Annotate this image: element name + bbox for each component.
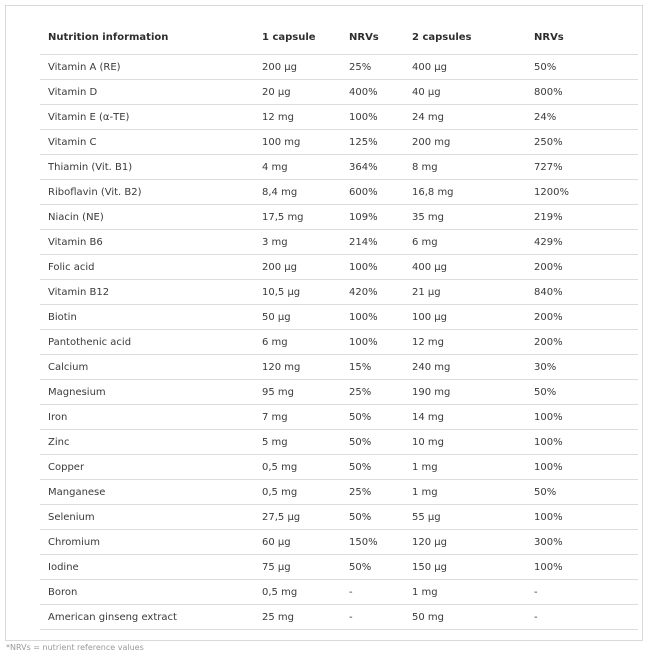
amount-1-capsule: 10,5 µg xyxy=(254,280,341,305)
amount-2-capsules: 40 µg xyxy=(404,80,526,105)
nrv-2-capsules: 24% xyxy=(526,105,638,130)
nutrient-name: Vitamin B6 xyxy=(40,230,254,255)
amount-2-capsules: 35 mg xyxy=(404,205,526,230)
table-row xyxy=(40,330,638,355)
nutrient-name: Magnesium xyxy=(40,380,254,405)
table-row xyxy=(40,180,638,205)
nrv-2-capsules: 50% xyxy=(526,55,638,80)
nrv-1-capsule: 420% xyxy=(341,280,404,305)
nrv-2-capsules: 1200% xyxy=(526,180,638,205)
amount-1-capsule: 0,5 mg xyxy=(254,580,341,605)
table-row xyxy=(40,305,638,330)
header-nrvs-1: NRVs xyxy=(341,20,404,55)
nrv-1-capsule: 125% xyxy=(341,130,404,155)
nrv-1-capsule: 214% xyxy=(341,230,404,255)
nrv-1-capsule: 100% xyxy=(341,255,404,280)
table-row xyxy=(40,505,638,530)
header-1-capsule: 1 capsule xyxy=(254,20,341,55)
table-row xyxy=(40,55,638,80)
nutrient-name: Selenium xyxy=(40,505,254,530)
nrv-1-capsule: 100% xyxy=(341,330,404,355)
amount-1-capsule: 120 mg xyxy=(254,355,341,380)
amount-2-capsules: 16,8 mg xyxy=(404,180,526,205)
header-nrvs-2: NRVs xyxy=(526,20,638,55)
table-row xyxy=(40,480,638,505)
nutrient-name: Vitamin B12 xyxy=(40,280,254,305)
table-header-row xyxy=(40,20,638,55)
table-row xyxy=(40,130,638,155)
footnote: *NRVs = nutrient reference values xyxy=(6,643,144,652)
amount-1-capsule: 100 mg xyxy=(254,130,341,155)
amount-2-capsules: 55 µg xyxy=(404,505,526,530)
amount-1-capsule: 0,5 mg xyxy=(254,455,341,480)
amount-2-capsules: 12 mg xyxy=(404,330,526,355)
amount-2-capsules: 1 mg xyxy=(404,580,526,605)
nutrient-name: Iron xyxy=(40,405,254,430)
nutrient-name: Vitamin D xyxy=(40,80,254,105)
nrv-2-capsules: 100% xyxy=(526,430,638,455)
amount-1-capsule: 20 µg xyxy=(254,80,341,105)
amount-1-capsule: 75 µg xyxy=(254,555,341,580)
amount-1-capsule: 5 mg xyxy=(254,430,341,455)
amount-1-capsule: 200 µg xyxy=(254,255,341,280)
nutrient-name: Manganese xyxy=(40,480,254,505)
amount-1-capsule: 50 µg xyxy=(254,305,341,330)
table-row xyxy=(40,280,638,305)
table-row xyxy=(40,105,638,130)
amount-2-capsules: 400 µg xyxy=(404,255,526,280)
nrv-2-capsules: 100% xyxy=(526,405,638,430)
nrv-2-capsules: 219% xyxy=(526,205,638,230)
nrv-2-capsules: 100% xyxy=(526,555,638,580)
nrv-1-capsule: 400% xyxy=(341,80,404,105)
nrv-1-capsule: 50% xyxy=(341,505,404,530)
amount-2-capsules: 120 µg xyxy=(404,530,526,555)
nrv-1-capsule: 50% xyxy=(341,430,404,455)
nrv-2-capsules: 200% xyxy=(526,330,638,355)
nutrient-name: Pantothenic acid xyxy=(40,330,254,355)
nrv-1-capsule: 25% xyxy=(341,480,404,505)
nutrient-name: Folic acid xyxy=(40,255,254,280)
nutrient-name: Riboflavin (Vit. B2) xyxy=(40,180,254,205)
amount-2-capsules: 150 µg xyxy=(404,555,526,580)
amount-2-capsules: 10 mg xyxy=(404,430,526,455)
table-row xyxy=(40,430,638,455)
amount-2-capsules: 200 mg xyxy=(404,130,526,155)
nrv-2-capsules: 50% xyxy=(526,380,638,405)
nrv-2-capsules: 250% xyxy=(526,130,638,155)
nrv-1-capsule: 50% xyxy=(341,555,404,580)
amount-2-capsules: 240 mg xyxy=(404,355,526,380)
table-row xyxy=(40,605,638,630)
amount-2-capsules: 400 µg xyxy=(404,55,526,80)
header-2-capsules: 2 capsules xyxy=(404,20,526,55)
table-row xyxy=(40,380,638,405)
nrv-2-capsules: 30% xyxy=(526,355,638,380)
amount-1-capsule: 0,5 mg xyxy=(254,480,341,505)
nutrient-name: Calcium xyxy=(40,355,254,380)
amount-2-capsules: 1 mg xyxy=(404,455,526,480)
nutrient-name: Niacin (NE) xyxy=(40,205,254,230)
amount-1-capsule: 3 mg xyxy=(254,230,341,255)
nrv-1-capsule: 100% xyxy=(341,105,404,130)
amount-1-capsule: 17,5 mg xyxy=(254,205,341,230)
nutrient-name: Vitamin C xyxy=(40,130,254,155)
nrv-1-capsule: 50% xyxy=(341,455,404,480)
amount-2-capsules: 8 mg xyxy=(404,155,526,180)
amount-1-capsule: 95 mg xyxy=(254,380,341,405)
nrv-1-capsule: 364% xyxy=(341,155,404,180)
amount-1-capsule: 25 mg xyxy=(254,605,341,630)
amount-2-capsules: 24 mg xyxy=(404,105,526,130)
amount-2-capsules: 100 µg xyxy=(404,305,526,330)
amount-1-capsule: 12 mg xyxy=(254,105,341,130)
amount-1-capsule: 8,4 mg xyxy=(254,180,341,205)
nrv-2-capsules: 100% xyxy=(526,455,638,480)
nrv-2-capsules: 200% xyxy=(526,255,638,280)
nutrition-table-panel xyxy=(5,5,643,641)
nrv-1-capsule: - xyxy=(341,580,404,605)
table-row xyxy=(40,555,638,580)
table-row xyxy=(40,255,638,280)
amount-1-capsule: 27,5 µg xyxy=(254,505,341,530)
nrv-2-capsules: 727% xyxy=(526,155,638,180)
nrv-2-capsules: 100% xyxy=(526,505,638,530)
table-row xyxy=(40,355,638,380)
nrv-1-capsule: 25% xyxy=(341,55,404,80)
nrv-1-capsule: - xyxy=(341,605,404,630)
table-row xyxy=(40,230,638,255)
nutrient-name: Copper xyxy=(40,455,254,480)
nutrient-name: Boron xyxy=(40,580,254,605)
nrv-1-capsule: 50% xyxy=(341,405,404,430)
amount-1-capsule: 4 mg xyxy=(254,155,341,180)
nrv-2-capsules: - xyxy=(526,580,638,605)
nutrient-name: Biotin xyxy=(40,305,254,330)
amount-1-capsule: 6 mg xyxy=(254,330,341,355)
amount-2-capsules: 6 mg xyxy=(404,230,526,255)
nrv-1-capsule: 150% xyxy=(341,530,404,555)
header-nutrition-information: Nutrition information xyxy=(40,20,254,55)
nutrient-name: Zinc xyxy=(40,430,254,455)
amount-2-capsules: 14 mg xyxy=(404,405,526,430)
nrv-1-capsule: 15% xyxy=(341,355,404,380)
nutrient-name: Vitamin A (RE) xyxy=(40,55,254,80)
amount-2-capsules: 21 µg xyxy=(404,280,526,305)
amount-1-capsule: 7 mg xyxy=(254,405,341,430)
nrv-2-capsules: 800% xyxy=(526,80,638,105)
table-row xyxy=(40,580,638,605)
nutrition-table xyxy=(40,20,638,630)
nrv-2-capsules: 840% xyxy=(526,280,638,305)
nrv-2-capsules: - xyxy=(526,605,638,630)
amount-1-capsule: 60 µg xyxy=(254,530,341,555)
nutrient-name: Vitamin E (α-TE) xyxy=(40,105,254,130)
nrv-1-capsule: 600% xyxy=(341,180,404,205)
nrv-2-capsules: 200% xyxy=(526,305,638,330)
nutrient-name: American ginseng extract xyxy=(40,605,254,630)
nrv-2-capsules: 429% xyxy=(526,230,638,255)
amount-2-capsules: 50 mg xyxy=(404,605,526,630)
table-row xyxy=(40,155,638,180)
nrv-2-capsules: 300% xyxy=(526,530,638,555)
nutrient-name: Iodine xyxy=(40,555,254,580)
nrv-2-capsules: 50% xyxy=(526,480,638,505)
nrv-1-capsule: 109% xyxy=(341,205,404,230)
table-row xyxy=(40,405,638,430)
nrv-1-capsule: 25% xyxy=(341,380,404,405)
nrv-1-capsule: 100% xyxy=(341,305,404,330)
table-row xyxy=(40,455,638,480)
amount-2-capsules: 190 mg xyxy=(404,380,526,405)
amount-2-capsules: 1 mg xyxy=(404,480,526,505)
nutrient-name: Thiamin (Vit. B1) xyxy=(40,155,254,180)
table-row xyxy=(40,80,638,105)
amount-1-capsule: 200 µg xyxy=(254,55,341,80)
nutrient-name: Chromium xyxy=(40,530,254,555)
table-row xyxy=(40,205,638,230)
table-row xyxy=(40,530,638,555)
